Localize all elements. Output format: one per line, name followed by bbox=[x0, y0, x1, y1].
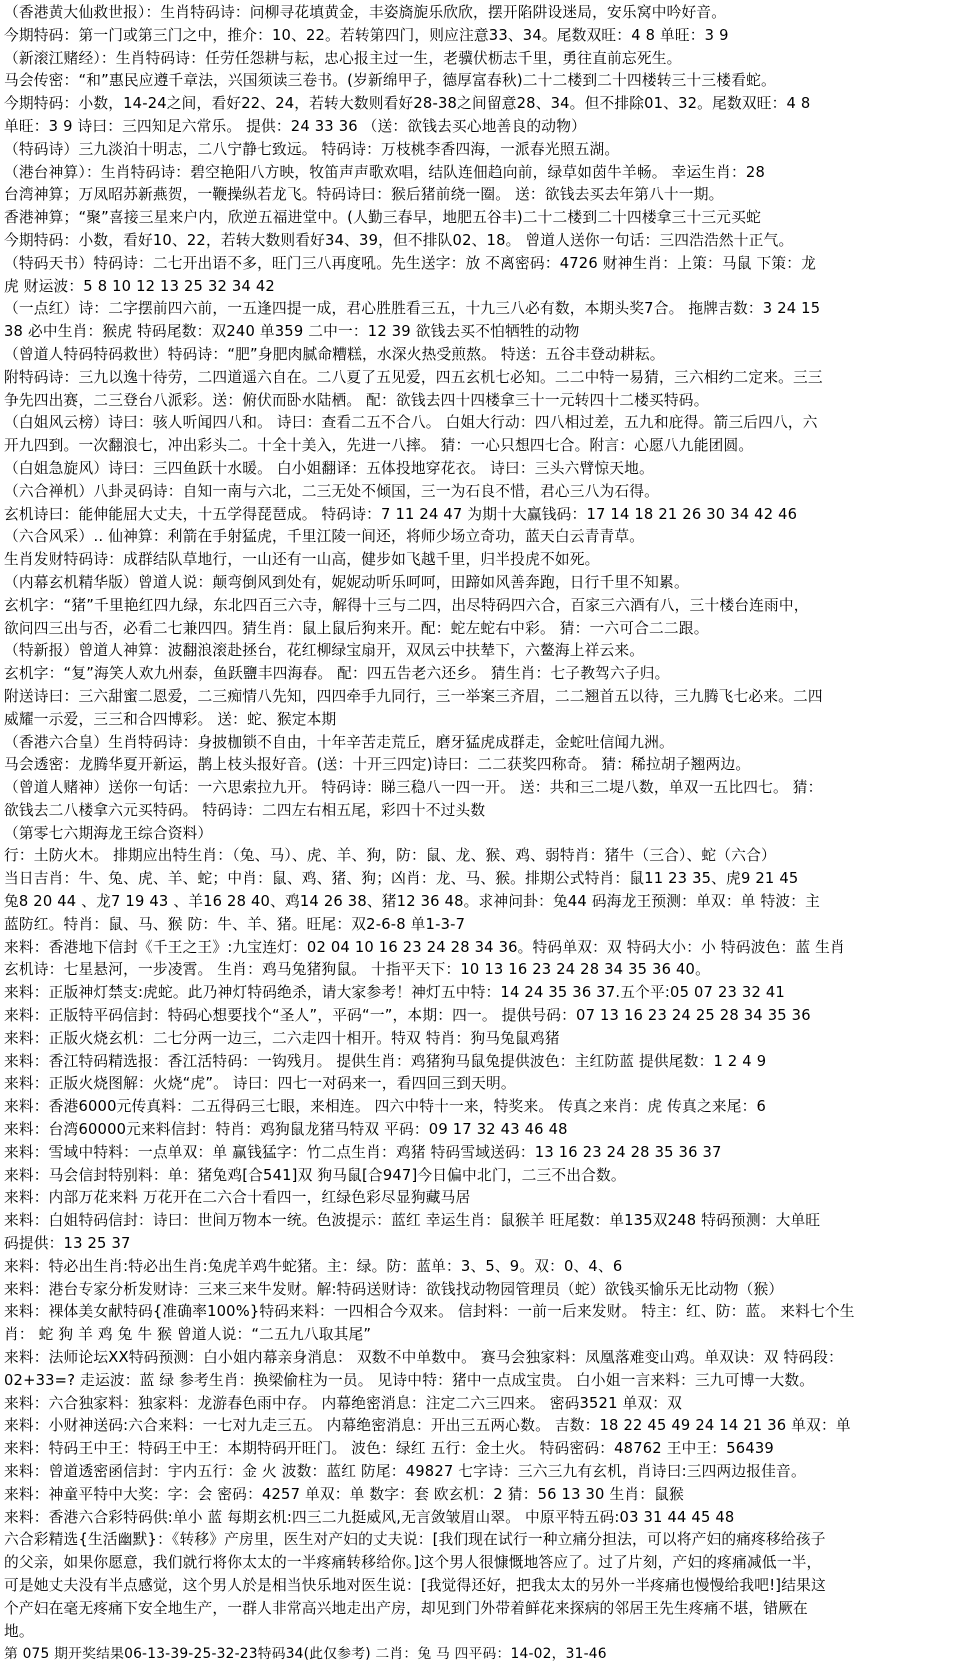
text-line: 今期特码：第一门或第三门之中，推介：10、22。若转第四门，则应注意33、34。尾数双旺：4 8 单旺：3 9 bbox=[4, 26, 729, 44]
text-line: 六合彩精选{生活幽默}：《转移》产房里，医生对产妇的丈夫说：[我们现在试行一种立痛分担法，可以将产妇的痛疼移给孩子 bbox=[4, 1531, 826, 1549]
text-line: （特码诗）三九淡泊十明志，二八宁静七致远。 特码诗：万枝桃李香四海，一派春光照五湖。 bbox=[4, 140, 620, 158]
text-line: 威耀一示爱，三三和合四博彩。 送：蛇、猴定本期 bbox=[4, 710, 337, 728]
text-line: 来料：正版火烧玄机：二七分两一边三，二六走四十相开。特双 特肖：狗马兔鼠鸡猪 bbox=[4, 1029, 560, 1047]
text-line: 玄机诗曰：能伸能屈大丈夫，十五学得琵琶成。 特码诗：7 11 24 47 为期十大赢钱码：17 14 18 21 26 30 34 42 46 bbox=[4, 505, 798, 523]
text-line: 来料：正版神灯禁支:虎蛇。此乃神灯特码绝杀，请大家参考！神灯五中特：14 24 35 36 37.五个平:05 07 23 32 41 bbox=[4, 984, 785, 1002]
text-line: （六合风采）‥ 仙神算：利箭在手射猛虎，千里江陵一间还，将师少场立奇功，蓝天白云青青草。 bbox=[4, 528, 645, 546]
text-line: 可是她丈夫没有半点感觉，这个男人於是相当快乐地对医生说：[我觉得还好，把我太太的另外一半疼痛也慢慢给我吧!]结果这 bbox=[4, 1576, 826, 1594]
text-line: 码提供：13 25 37 bbox=[4, 1235, 131, 1253]
text-line: 个产妇在毫无疼痛下安全地生产，一群人非常高兴地走出产房，却见到门外带着鲜花来探病的邻居王先生疼痛不堪，错厥在 bbox=[4, 1599, 808, 1617]
text-line: 兔8 20 44 、龙7 19 43 、羊16 28 40、鸡14 26 38、猪12 36 48。求神问卦：兔44 码海龙王预测：单双：单 特波：主 bbox=[4, 893, 821, 911]
text-line: 开九四到。一次翻浪七，冲出彩头二。十全十美入，先进一八摔。 猜：一心只想四七合。附言：心愿八九能团圆。 bbox=[4, 437, 754, 455]
text-line: 争先四出赛，二三登台八派彩。送：俯伏而卧水陆栖。 配：欲钱去四十四楼拿三十一元转四十二楼买特码。 bbox=[4, 391, 709, 409]
text-line: （曾道人特码特码救世）特码诗：“肥”身肥肉腻命糟糕，水深火热受煎熬。 特送：五谷丰登动耕耘。 bbox=[4, 345, 665, 363]
text-line: 来料：正版火烧图解：火烧“虎”。 诗曰：四七一对码来一，看四回三到天明。 bbox=[4, 1075, 516, 1093]
text-line: 来料：香江特码精选报：香江活特码：一钩残月。 提供生肖：鸡猪狗马鼠兔提供波色：主红防蓝 提供尾数：1 2 4 9 bbox=[4, 1052, 767, 1070]
text-line: 来料：香港地下信封《千王之王》:九宝连灯：02 04 10 16 23 24 28 34 36。特码单双：双 特码大小：小 特码波色：蓝 生肖 bbox=[4, 938, 845, 956]
text-line: 虎 财运波：5 8 10 12 13 25 32 34 42 bbox=[4, 277, 275, 295]
text-line: 02+33=? 走运波：蓝 绿 参考生肖：换梁偷柱为一员。 见诗中特：猪中一点成宝贵。 白小姐一言来料：三九可博一大数。 bbox=[4, 1371, 815, 1389]
text-line: 玄机字：“猪”千里艳红四九绿，东北四百三六寺，解得十三与二四，出尽特码四六合，百家三六酒有八，三十楼台连雨中， bbox=[4, 596, 809, 614]
text-line: 香港神算；“聚”喜接三星来户内，欣逆五福进堂中。(人勤三春早，地肥五谷丰)二十二楼到二十四楼拿三十三元买蛇 bbox=[4, 209, 761, 227]
text-line: 蓝防红。特肖：鼠、马、猴 防：牛、羊、猪。旺尾：双2-6-8 单1-3-7 bbox=[4, 915, 466, 933]
text-line: 来料：特必出生肖:特必出生肖:兔虎羊鸡牛蛇猪。主：绿。防：蓝单：3、5、9。双：0、4、6 bbox=[4, 1257, 623, 1275]
text-line: 来料：六合独家料：独家料：龙游春色雨中存。 内幕绝密消息：注定二六三四来。 密码3521 单双：双 bbox=[4, 1394, 683, 1412]
text-line: 附送诗曰：三六甜蜜二恩爱，二三痴情八先知，四四牵手九同行，三一举案三齐眉，二二翘首五以待，三九腾飞七必来。二四 bbox=[4, 687, 823, 705]
text-line: 来料：马会信封特别料：单：猪兔鸡[合541]双 狗马鼠[合947]今日偏中北门，二三不出合数。 bbox=[4, 1166, 626, 1184]
text-line: 台湾神算；万凤昭苏新燕贺，一鞭操纵若龙飞。特码诗曰：猴后猪前绕一圈。 送：欲钱去买去年第八十一期。 bbox=[4, 186, 724, 204]
text-line: 来料：内部万花来料 万花开在二六合十看四一，红绿色彩尽显狗藏马居 bbox=[4, 1189, 471, 1207]
text-line: 肖： 蛇 狗 羊 鸡 兔 牛 猴 曾道人说：“二五九八取其尾” bbox=[4, 1326, 372, 1344]
text-line: （特新报）曾道人神算：波翻浪滚赴拯台，花红柳绿宝扇开，双凤云中扶辇下，六鳌海上祥云来。 bbox=[4, 642, 645, 660]
draw-result-line: 第 075 期开奖结果06-13-39-25-32-23特码34(此仅参考) 二肖：兔 马 四平码：14-02，31-46 bbox=[4, 1646, 607, 1663]
text-line: 来料：港台专家分析发财诗：三来三来牛发财。解:特码送财诗：欲钱找动物园管理员（蛇）欲钱买愉乐无比动物（猴） bbox=[4, 1280, 784, 1298]
text-line: 今期特码：小数，14-24之间，看好22、24，若转大数则看好28-38之间留意28、34。但不排除01、32。尾数双旺：4 8 bbox=[4, 95, 811, 113]
text-line: 附特码诗：三九以逸十待劳，二四道遥六自在。二八夏了五见爱，四五玄机七必知。二二中特一易猜，三六相约二定来。三三 bbox=[4, 368, 823, 386]
text-line: 38 必中生肖：猴虎 特码尾数：双240 单359 二中一：12 39 欲钱去买不怕牺牲的动物 bbox=[4, 323, 580, 341]
text-line: 生肖发财特码诗：成群结队草地行，一山还有一山高，健步如飞越千里，归半投虎不如死。 bbox=[4, 551, 600, 569]
text-line: （六合禅机）八卦灵码诗：自知一南与六北，二三无处不倾国，三一为石良不惜，君心三八为石得。 bbox=[4, 482, 660, 500]
text-line: 玄机字：“复”海笑人欢九州泰，鱼跃鹽丰四海春。 配：四五告老六还乡。 猜生肖：七子教驾六子归。 bbox=[4, 665, 670, 683]
text-line: 的父亲，如果你愿意，我们就行将你太太的一半疼痛转移给你。]这个男人很慷慨地答应了。过了片刻，产妇的疼痛减低一半， bbox=[4, 1554, 822, 1572]
text-line: （香港黄大仙救世报）：生肖特码诗：问柳寻花填黄金，丰姿旖旎乐欣欣，摆开陷阱设迷局，安乐窝中吟好音。 bbox=[4, 4, 727, 21]
text-line: （内幕玄机精华版）曾道人说：颠弯倒风到处有，妮妮动听乐呵呵，田蹄如风善奔跑，日行千里不知累。 bbox=[4, 573, 689, 591]
text-line: 欲问四三出与否，必看二七兼四四。猜生肖：鼠上鼠后狗来开。配：蛇左蛇右中彩。 猜：一六可合二二跟。 bbox=[4, 619, 709, 637]
text-line: 来料：香港6000元传真料：二五得码三七眼，来相连。 四六中特十一来，特奖来。 传真之来肖：虎 传真之来尾：6 bbox=[4, 1098, 767, 1116]
text-line: 来料：神童平特中大奖：字：会 密码：4257 单双：单 数字：套 欧玄机：2 猜：56 13 30 生肖：鼠猴 bbox=[4, 1485, 684, 1503]
text-line: 单旺：3 9 诗曰：三四知足六常乐。 提供：24 33 36 （送：欲钱去买心地善良的动物） bbox=[4, 117, 586, 135]
text-line: 来料：雪域中特料：一点单双：单 赢钱猛字：竹二点生肖：鸡猪 特码雪域送码：13 16 23 24 28 35 36 37 bbox=[4, 1143, 722, 1161]
text-line: 马会透密：龙腾华夏开新运，鹊上枝头报好音。(送：十开三四定)诗曰：二二获奖四称奇。 猜：稀拉胡子翘两边。 bbox=[4, 756, 751, 774]
text-line: （第零七六期海龙王综合资料） bbox=[4, 824, 213, 842]
text-line: 行：土防火木。 排期应出特生肖：（兔、马）、虎、羊、狗，防：鼠、龙、猴、鸡、弱特肖：猪牛（三合）、蛇（六合） bbox=[4, 847, 776, 865]
text-line: 当日吉肖：牛、兔、虎、羊、蛇；中肖：鼠、鸡、猪、狗；凶肖：龙、马、猴。排期公式特肖：鼠11 23 35、虎9 21 45 bbox=[4, 870, 799, 888]
text-line: 来料：特码王中王：特码王中王：本期特码开旺门。 波色：绿红 五行：金土火。 特码密码：48762 王中王：56439 bbox=[4, 1440, 774, 1458]
text-line: （白姐风云榜）诗曰：骇人听闻四八和。 诗曰：查看二五不合八。 白姐大行动：四八相过差，五九和庇得。箭三后四八，六 bbox=[4, 414, 818, 432]
text-line: 玄机诗：七星悬河，一步凌霄。 生肖：鸡马兔猪狗鼠。 十指平天下：10 13 16 23 24 28 34 35 36 40。 bbox=[4, 961, 710, 979]
text-line: （一点红）诗：二字摆前四六前，一五逢四提一成，君心胜胜看三五，十九三八必有数，本期头奖7合。 拖牌吉数：3 24 15 bbox=[4, 300, 821, 318]
text-line: （白姐急旋风）诗曰：三四鱼跃十水暖。 白小姐翻译：五体投地穿花衣。 诗曰：三头六臂惊天地。 bbox=[4, 459, 654, 477]
text-line: 来料：香港六合彩特码供:单小 蓝 每期玄机:四三二九挺威风,无言敛皱眉山翠。 中原平特五码:03 31 44 45 48 bbox=[4, 1508, 735, 1526]
text-line: 来料：曾道透密函信封：宇内五行：金 火 波数：蓝红 防尾：49827 七字诗：三六三九有玄机，肖诗曰:三四两边报佳音。 bbox=[4, 1463, 806, 1480]
text-line: 来料：小财神送码:六合来料：一七对九走三五。 内幕绝密消息：开出三五两心数。 吉数：18 22 45 49 24 14 21 36 单双：单 bbox=[4, 1417, 851, 1435]
text-line: 来料：台湾60000元来料信封：特肖：鸡狗鼠龙猪马特双 平码：09 17 32 43 46 48 bbox=[4, 1121, 568, 1139]
text-line: 来料：法师论坛XX特码预测：白小姐内幕亲身消息： 双数不中单数中。 赛马会独家料：凤凰落难变山鸡。单双诀：双 特码段： bbox=[4, 1349, 844, 1367]
text-line: （港台神算）：生肖特码诗：碧空艳阳八方映，牧笛声声歌欢唱，结队连佃趋向前，绿草如茵牛羊畅。 幸运生肖：28 bbox=[4, 163, 765, 181]
text-line: （曾道人赌神）送你一句话：一六思索拉九开。 特码诗：睇三稳八一四一开。 送：共和三二堤八数，单双一五比四七。 猜： bbox=[4, 779, 823, 797]
text-line: 今期特码：小数，看好10、22，若转大数则看好34、39，但不排队02、18。 曾道人送你一句话：三四浩浩然十正气。 bbox=[4, 231, 794, 249]
text-line: 来料：正版特平码信封：特码心想要找个“圣人”，平码“一”，本期：四一。 提供号码：07 13 16 23 24 25 28 34 35 36 bbox=[4, 1007, 811, 1025]
text-line: （新滚江赌经）：生肖特码诗：任劳任怨耕与耘，忠心报主过一生，老骥伏枥志千里，勇往直前忘死生。 bbox=[4, 49, 682, 67]
text-line: 来料：白姐特码信封：诗曰：世间万物本一统。色波提示：蓝红 幸运生肖：鼠猴羊 旺尾数：单135双248 特码预测：大单旺 bbox=[4, 1212, 821, 1230]
text-line: 欲钱去二八楼拿六元买特码。 特码诗：二四左右相五尾，彩四十不过头数 bbox=[4, 801, 486, 819]
text-line: （香港六合皇）生肖特码诗：身披枷锁不自由，十年辛苦走荒丘，磨牙猛虎成群走，金蛇吐信闻九洲。 bbox=[4, 733, 674, 751]
text-line: 马会传密：“和”惠民应遵千章法，兴国须读三卷书。(岁新绵甲子，德厚富春秋)二十二楼到二十四楼转三十三楼看蛇。 bbox=[4, 72, 776, 90]
text-line: 来料：裸体美女献特码{准确率100%}特码来料：一四相合今双来。 信封料：一前一后来发财。 特主：红、防：蓝。 来料七个生 bbox=[4, 1303, 855, 1321]
text-line: 地。 bbox=[4, 1622, 34, 1640]
text-line: （特码天书）特码诗：二七开出语不多，旺门三八再度吼。先生送字：放 不离密码：4726 财神生肖：上策：马鼠 下策：龙 bbox=[4, 254, 817, 272]
